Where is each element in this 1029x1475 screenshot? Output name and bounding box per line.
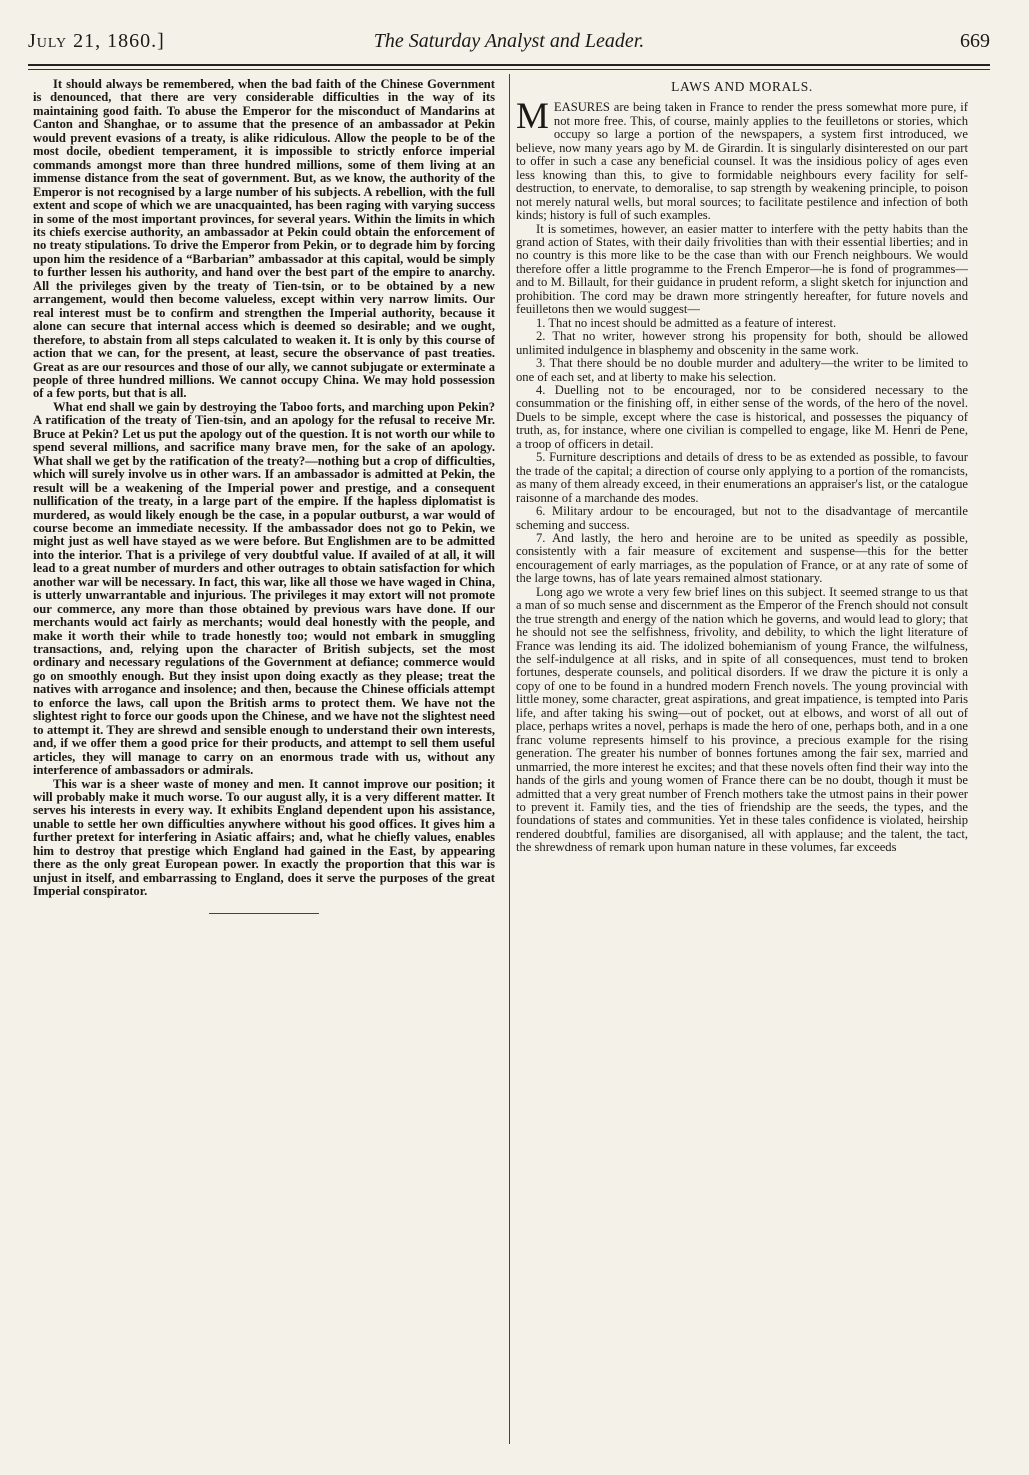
issue-date: July 21, 1860.] bbox=[28, 30, 165, 52]
journal-title: The Saturday Analyst and Leader. bbox=[373, 30, 645, 52]
list-item: 3. That there should be no double murder and adultery—the writer to be limited to one of each set, and at liberty to make his selection. bbox=[516, 356, 968, 384]
article-paragraph: This war is a sheer waste of money and men. It cannot improve our position; it will probably make it much worse. To our august ally, it is a very different matter. It serves his interests in every way. It exhibits England dependent upon his assistance, unable to settle her own difficulties anywhere without his good offices. It gives him a further pretext for interfering in Asiatic affairs; and, what he chiefly values, enables him to destroy that prestige which England had gained in the East, by appearing there as the only great European power. In exactly the proportion that this war is unjust in itself, and embarrassing to England, does it serve the purposes of the great Imperial conspirator. bbox=[33, 776, 495, 899]
list-item: 1. That no incest should be admitted as a feature of interest. bbox=[536, 315, 837, 330]
list-item: 4. Duelling not to be encouraged, nor to be considered necessary to the consummation or the finishing off, in either sense of the words, of the hero of the novel. Duels to be simple, except where the case is historical, and possesses the piquancy of truth, as, for instance, where one civilian is compelled to engage, like M. Henri de Pene, a troop of officers in detail. bbox=[516, 382, 968, 451]
right-column-article bbox=[516, 78, 968, 855]
drop-cap: M bbox=[516, 96, 549, 138]
list-item: 6. Military ardour to be encouraged, but not to the disadvantage of mercantile scheming and success. bbox=[516, 504, 968, 532]
article-first-paragraph bbox=[516, 96, 968, 223]
list-item: 5. Furniture descriptions and details of dress to be as extended as possible, to favour the trade of the capital; a direction of course only applying to a portion of the romancists, as many of them already exceed, in their enumerations an appraiser's list, or the catalogue raisonne of a marchande des modes. bbox=[516, 450, 968, 505]
first-paragraph-text: EASURES are being taken in France to render the press somewhat more pure, if not more free. This, of course, mainly applies to the feuilletons or stories, which occupy so large a portion of the newspapers, a system first introduced, we believe, now many years ago by M. de Girardin. It is singularly disinterested on our part to offer in such a case any beneficial counsel. It was the insidious policy of ages even less knowing than this, to give to formidable neighbours every facility for self-destruction, to enervate, to demoralise, to sap strength by weakening principle, to poison not merely natural wells, but moral sources; to facilitate pestilence and infection of both kinds; history is full of such examples. bbox=[516, 100, 968, 223]
article-end-rule bbox=[209, 913, 319, 914]
article-paragraph: What end shall we gain by destroying the Taboo forts, and marching upon Pekin? A ratification of the treaty of Tien-tsin, and an apology for the refusal to receive Mr. Bruce at Pekin? Let us put the apology out of the question. It is not worth our while to spend several millions, and sacrifice many brave men, for the sake of an apology. What shall we get by the ratification of the treaty?—nothing but a crop of difficulties, which will surely involve us in other wars. If an ambassador is admitted at Pekin, the result will be a weakening of the Imperial power and prestige, and a consequent nullification of the treaty, in a large part of the empire. If the hapless diplomatist is murdered, as would likely enough be the case, in a popular outburst, a war would of course become an immediate necessity. If the ambassador does not go to Pekin, we might just as well have stayed as we were before. But Englishmen are to be admitted into the interior. That is a privilege of very doubtful value. If availed of at all, it will lead to a great number of murders and other outrages to obtain satisfaction for which another war will be necessary. In fact, this war, like all those we have waged in China, is utterly unwarrantable and injurious. The privileges it may extort will not promote our commerce, any more than those obtained by previous wars have done. If our merchants would act fairly as merchants; would deal honestly with the people, and make it worth their while to trade honestly too; would not embark in smuggling transactions, and, relying upon the character of British subjects, set the most ordinary and necessary regulations of the Government at defiance; commerce would go on smoothly enough. But they insist upon doing exactly as they please; treat the natives with arrogance and insolence; and then, because the Chinese officials attempt to enforce the laws, call upon the British arms to protect them. We have not the slightest right to force our goods upon the Chinese, and we have not the slightest need to attempt it. They are shrewd and sensible enough to understand their own interests, and, if we offer them a good price for their products, and attempt to sell them useful articles, they will manage to carry on an enormous trade with us, without any interference of ambassadors or admirals. bbox=[33, 399, 495, 778]
page-header bbox=[28, 30, 990, 64]
page-number: 669 bbox=[960, 30, 990, 52]
list-item: 7. And lastly, the hero and heroine are to be united as speedily as possible, consistently with a fair measure of excitement and suspense—this for the better encouragement of early marriages, as the population of France, or at any rate of some of the large towns, has of late years remained almost stationary. bbox=[516, 530, 968, 586]
article-paragraph: Long ago we wrote a very few brief lines on this subject. It seemed strange to us that a man of so much sense and discernment as the Emperor of the French should not consult the true strength and energy of the nation which he governs, and would lead to glory; that he should not see the selfishness, frivolity, and debility, to which the light literature of France was lending its aid. The idolized bohemianism of young France, the wilfulness, the self-indulgence at all risks, and in spite of all consequences, must tend to broken fortunes, desperate counsels, and political disorders. If we draw the picture it is only a copy of one to be found in a hundred modern French novels. The young provincial with little money, some character, great aspirations, and great impatience, is tempted into Paris life, and after taking his swing—out of pocket, out at elbows, and worst of all out of place, perhaps writes a novel, perhaps is made the hero of one, perhaps both, and in a one franc volume represents himself to his province, a precious example for the rising generation. The greater his number of bonnes fortunes among the fair sex, married and unmarried, the more interest he excites; and that these novels often find their way into the hands of the girls and young women of France there can be no doubt, though it must be admitted that a very great number of French mothers take the utmost pains in their power to prevent it. Family ties, and the ties of friendship are the seeds, the types, and the foundations of states and communities. Yet in these tales confidence is violated, heirship rendered doubtful, families are disorganised, all with applause; and the talent, the tact, the shrewdness of remark upon human nature in these volumes, far exceeds bbox=[516, 584, 968, 855]
article-paragraph: It should always be remembered, when the bad faith of the Chinese Government is denounced, that there are very considerable difficulties in the way of its maintaining good faith. To abuse the Emperor for the misconduct of Mandarins at Canton and Shanghae, or to assume that the presence of an ambassador at Pekin would prevent evasions of a treaty, is alike ridiculous. Allow the people to be of the most docile, obedient temperament, it is impossible to strictly enforce imperial commands amongst more than three hundred millions, some of them living at an immense distance from the seat of government. But, as we know, the authority of the Emperor is not recognised by a large number of his subjects. A rebellion, with the full extent and scope of which we are unacquainted, has been raging with varying success in some of the most important provinces, for several years. Within the limits in which its chiefs exercise authority, an ambassador at Pekin could obtain the enforcement of no treaty stipulations. To drive the Emperor from Pekin, or to degrade him by forcing upon him the residence of a “Barbarian” ambassador at this capital, would be simply to further lessen his authority, and hand over the best part of the empire to anarchy. All the privileges given by the treaty of Tien-tsin, or to be obtained by a new arrangement, would then become valueless, except within very narrow limits. Our real interest must be to confirm and strengthen the Imperial authority, because it alone can secure that internal access which is deemed so desirable; and we ought, therefore, to abstain from all steps calculated to weaken it. It is only by this course of action that we can, for the present, at least, secure the observance of past treaties. Great as are our resources and those of our ally, we cannot subjugate or exterminate a people of three hundred millions. We cannot occupy China. We may hold possession of a few ports, but that is all. bbox=[33, 78, 495, 401]
left-column-article bbox=[33, 78, 495, 914]
header-rule-thick bbox=[28, 64, 990, 66]
column-divider bbox=[509, 74, 510, 1444]
header-rule-thin bbox=[28, 69, 990, 70]
article-heading: LAWS AND MORALS. bbox=[671, 79, 813, 94]
list-item: 2. That no writer, however strong his propensity for both, should be allowed unlimited indulgence in blasphemy and obscenity in the same work. bbox=[516, 329, 968, 357]
article-paragraph: It is sometimes, however, an easier matter to interfere with the petty habits than the grand action of States, with their daily frivolities than with their essential liberties; and in no country is this more like to be the case than with our French neighbours. We would therefore offer a little programme to the French Emperor—he is fond of programmes—and to M. Billault, for their guidance in prudent reform, a slight sketch for injunction and prohibition. The cord may be drawn more stringently hereafter, for future novels and feuilletons then we would suggest— bbox=[516, 221, 968, 317]
